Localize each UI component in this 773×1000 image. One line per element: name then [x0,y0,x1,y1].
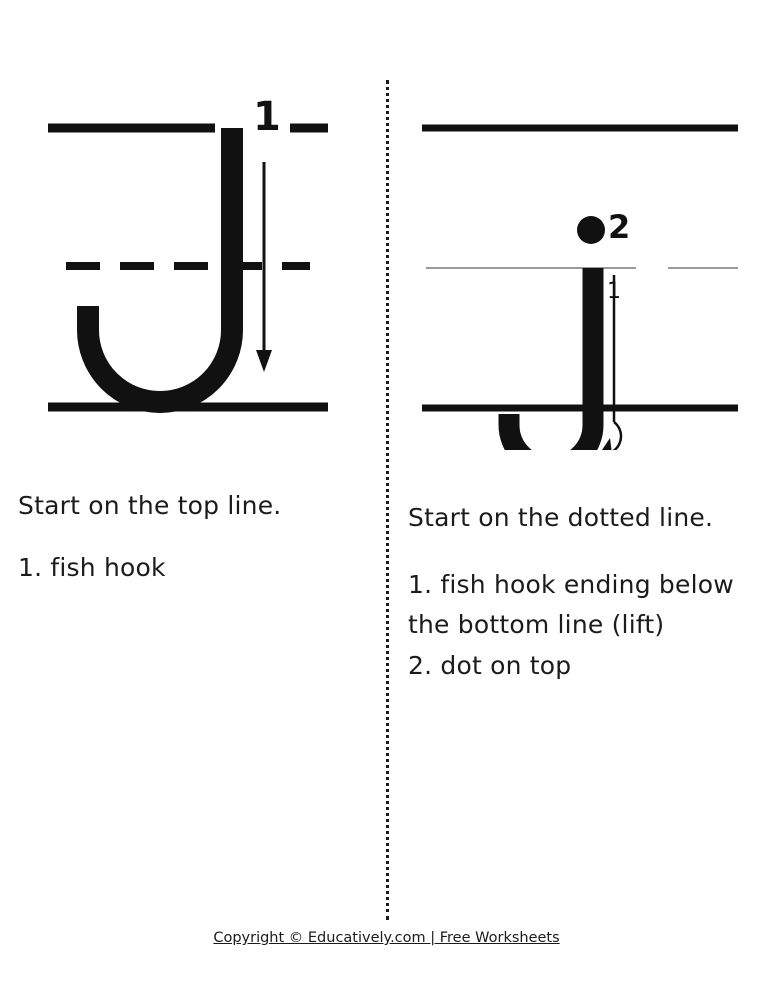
panel-uppercase-j [0,0,386,1000]
instruction-spacer [18,524,356,550]
letter-j-glyph [88,130,232,402]
instruction-line: Start on the top line. [18,491,282,520]
stroke-arrow-head [256,350,272,372]
panel-lowercase-j [386,0,773,1000]
letter-j-dot [577,216,605,244]
instruction-line: Start on the dotted line. [408,503,714,532]
stroke-number-1: 1 [253,94,281,140]
copyright-footer [0,930,773,946]
uppercase-instructions [18,488,356,587]
instruction-line: 1. fish hook [18,553,166,583]
stroke-number-2: 2 [608,208,631,246]
lowercase-instructions [408,498,755,686]
instruction-line: 2. dot on top [408,650,572,680]
instruction-spacer [408,539,755,565]
stroke-number-1: 1 [607,279,621,304]
instruction-line: 1. fish hook ending below the bottom line (lift) [408,569,734,639]
letter-j-top-cap [221,128,243,142]
letter-j-glyph [509,268,593,450]
uppercase-j-stroke-diagram [0,70,386,450]
copyright-text: Copyright © Educatively.com | Free Worksheets [213,930,560,946]
lowercase-j-stroke-diagram [386,70,773,450]
